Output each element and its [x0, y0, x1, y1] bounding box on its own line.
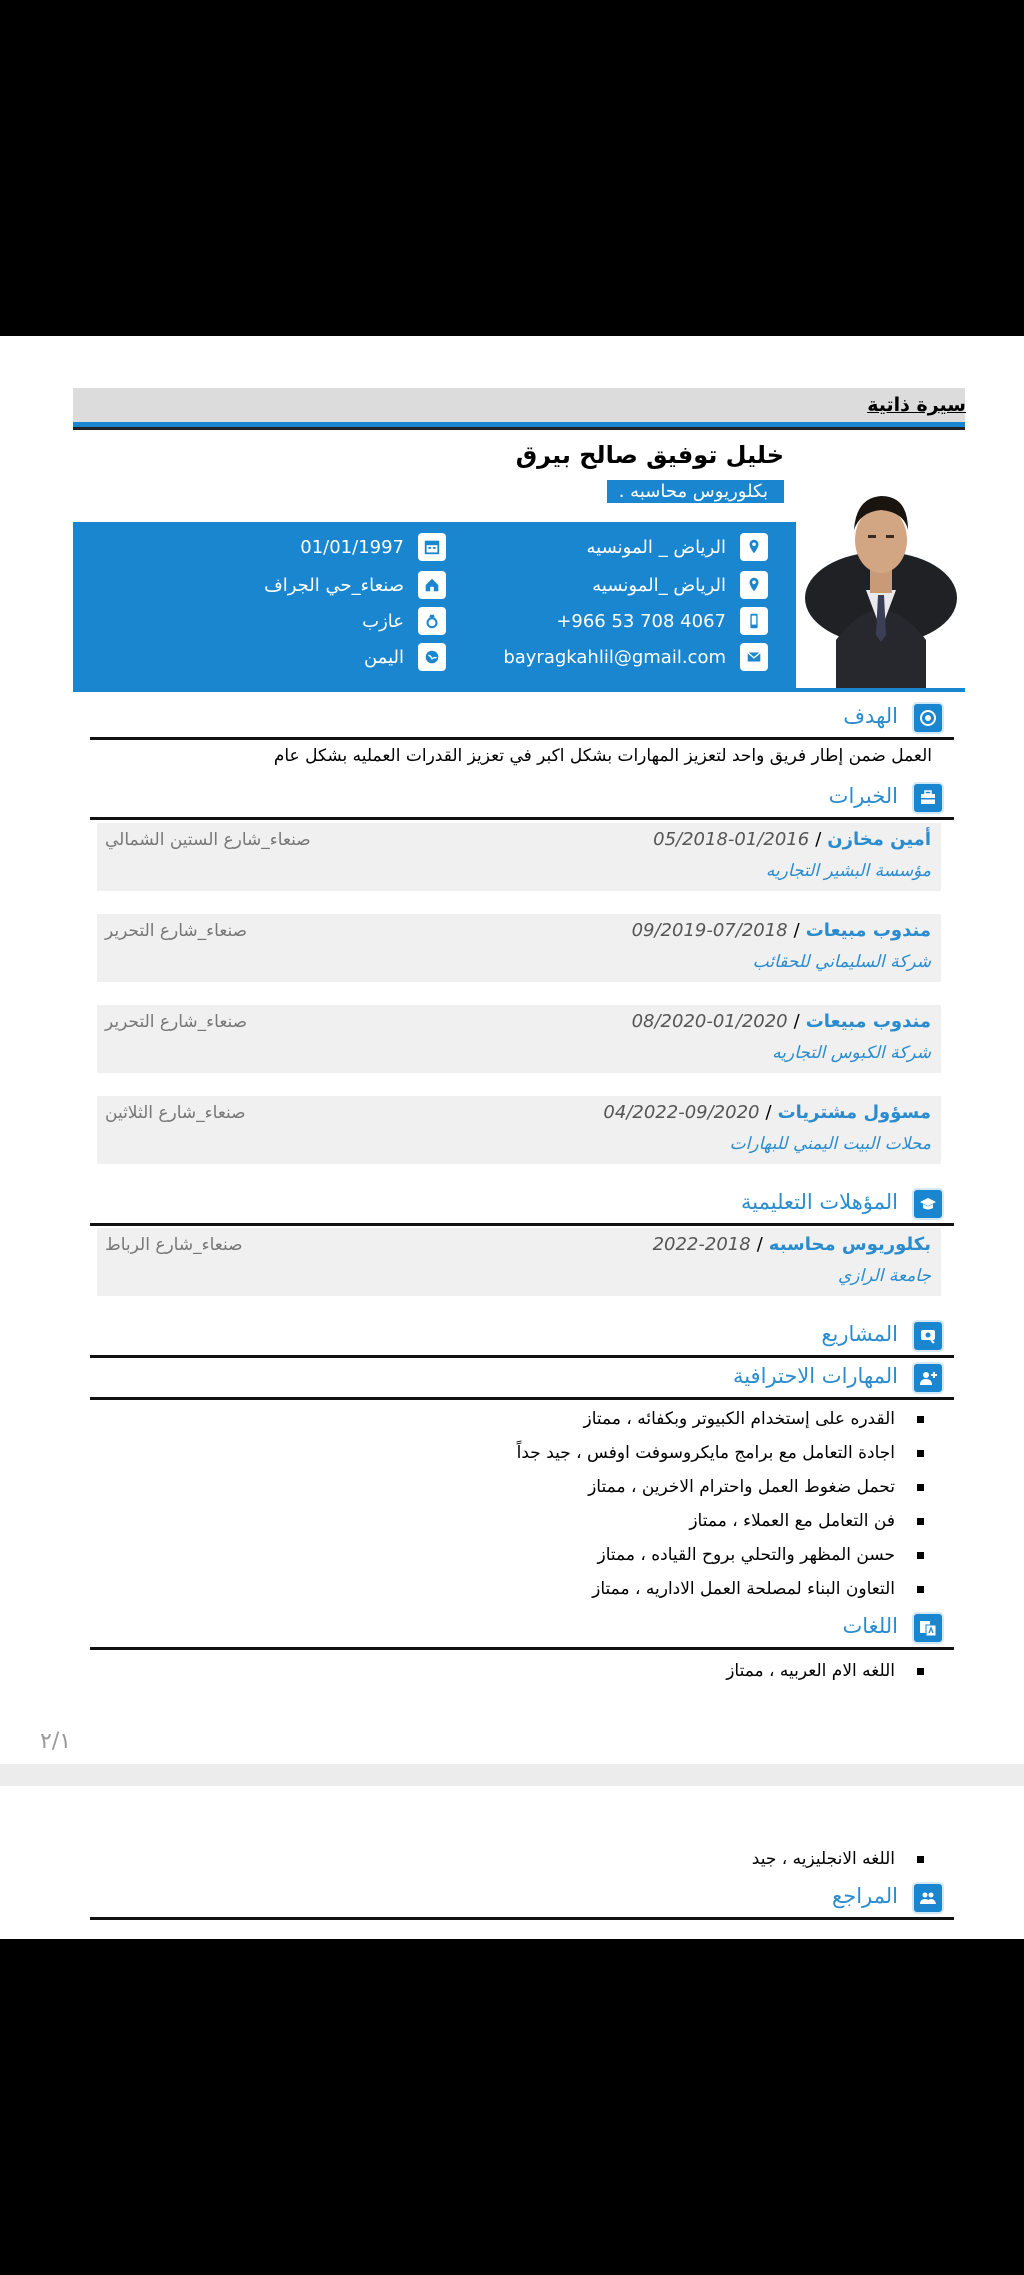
skill-item: القدره على إستخدام الكبيوتر وبكفائه ، ممتاز: [517, 1402, 924, 1436]
experience-entry-1: أمين مخازن / 05/2018-01/2016 صنعاء_شارع الستين الشمالي مؤسسة البشير التجاريه: [97, 823, 941, 891]
skill-item: التعاون البناء لمصلحة العمل الاداريه ، ممتاز: [517, 1572, 924, 1606]
degree-tag: بكلوريوس محاسبه .: [607, 480, 784, 503]
contact-home: [264, 570, 446, 600]
ring-icon: [418, 607, 446, 635]
envelope-icon: [740, 643, 768, 671]
location-pin-icon: [740, 571, 768, 599]
objective-text: العمل ضمن إطار فريق واحد لتعزيز المهارات بشكل اكبر في تعزيز القدرات العمليه بشكل عام: [273, 746, 932, 766]
contact-phone-text: +966 53 708 4067: [556, 610, 726, 632]
languages-list-page2: [752, 1842, 924, 1876]
skill-item: اجادة التعامل مع برامج مايكروسوفت اوفس ، جيد جداً: [517, 1436, 924, 1470]
section-rule: [90, 737, 954, 740]
title-bar: [73, 388, 965, 422]
section-rule: [90, 817, 954, 820]
skills-list: [517, 1402, 924, 1606]
section-education-title: المؤهلات التعليمية: [741, 1190, 898, 1214]
experience-location: صنعاء_شارع التحرير: [105, 1012, 248, 1032]
contact-marital: [362, 606, 446, 636]
experience-entry-2: مندوب مبيعات / 09/2019-07/2018 صنعاء_شارع التحرير شركة السليماني للحقائب: [97, 914, 941, 982]
section-references-title: المراجع: [832, 1884, 898, 1908]
experience-title: أمين مخازن: [827, 829, 931, 850]
contact-address-2-text: الرياض _المونسيه: [592, 574, 726, 596]
contact-home-text: صنعاء_حي الجراف: [264, 574, 404, 596]
home-icon: [418, 571, 446, 599]
skill-item: تحمل ضغوط العمل واحترام الاخرين ، ممتاز: [517, 1470, 924, 1504]
graduation-cap-icon: [912, 1188, 944, 1220]
page-number: ٢/١: [40, 1729, 72, 1754]
experience-entry-3: مندوب مبيعات / 08/2020-01/2020 صنعاء_شارع التحرير شركة الكبوس التجاريه: [97, 1005, 941, 1073]
contact-marital-text: عازب: [362, 610, 404, 632]
cv-page-2: [0, 1786, 1024, 1939]
section-objective-title: الهدف: [843, 704, 898, 728]
experience-entry-4: مسؤول مشتريات / 04/2022-09/2020 صنعاء_شارع الثلاثين محلات البيت اليمني للبهارات: [97, 1096, 941, 1164]
education-org: جامعة الرازي: [837, 1266, 931, 1286]
experience-date: 05/2018-01/2016: [653, 829, 810, 850]
location-pin-icon: [740, 533, 768, 561]
section-projects-title: المشاريع: [821, 1322, 898, 1346]
section-experience: [90, 776, 954, 820]
section-rule: [90, 1647, 954, 1650]
section-rule: [90, 1397, 954, 1400]
education-entry-1: بكلوريوس محاسبه / 2022-2018 صنعاء_شارع الرباط جامعة الرازي: [97, 1228, 941, 1296]
people-group-icon: [912, 1882, 944, 1914]
contact-country: [364, 642, 446, 672]
calendar-icon: [418, 533, 446, 561]
contact-country-text: اليمن: [363, 646, 404, 668]
mobile-phone-icon: [740, 607, 768, 635]
profile-photo: [796, 430, 965, 688]
experience-date: 09/2019-07/2018: [631, 920, 788, 941]
section-rule: [90, 1917, 954, 1920]
people-add-icon: [912, 1362, 944, 1394]
education-title: بكلوريوس محاسبه: [768, 1234, 931, 1255]
experience-location: صنعاء_شارع التحرير: [105, 921, 248, 941]
contact-address-1: [587, 532, 768, 562]
contact-birthdate-text: 01/01/1997: [300, 536, 404, 558]
experience-org: مؤسسة البشير التجاريه: [765, 861, 931, 881]
section-education: [90, 1182, 954, 1226]
education-location: صنعاء_شارع الرباط: [105, 1235, 243, 1255]
contact-phone: [556, 606, 768, 636]
photo-frame: [796, 430, 965, 688]
contact-address-1-text: الرياض _ المونسيه: [586, 536, 726, 558]
section-experience-title: الخبرات: [828, 784, 898, 808]
experience-location: صنعاء_شارع الثلاثين: [105, 1103, 246, 1123]
full-name: خليل توفيق صالح بيرق: [515, 441, 784, 469]
contact-bottom-rule: [73, 688, 965, 692]
contact-email: [503, 642, 768, 672]
experience-org: محلات البيت اليمني للبهارات: [729, 1134, 931, 1154]
section-languages: [90, 1606, 954, 1650]
doc-title: سيرة ذاتية: [867, 394, 966, 416]
experience-org: شركة السليماني للحقائب: [752, 952, 931, 972]
experience-title: مندوب مبيعات: [805, 920, 931, 941]
skill-item: فن التعامل مع العملاء ، ممتاز: [517, 1504, 924, 1538]
section-languages-title: اللغات: [842, 1614, 898, 1638]
language-item: اللغه الام العربيه ، ممتاز: [726, 1654, 924, 1688]
section-skills-title: المهارات الاحترافية: [732, 1364, 898, 1388]
section-references: [90, 1876, 954, 1920]
section-projects: [90, 1314, 954, 1358]
experience-date: 08/2020-01/2020: [631, 1011, 788, 1032]
briefcase-icon: [912, 782, 944, 814]
languages-list-page1: [726, 1654, 924, 1688]
experience-title: مندوب مبيعات: [805, 1011, 931, 1032]
projects-icon: [912, 1320, 944, 1352]
translate-icon: [912, 1612, 944, 1644]
experience-title: مسؤول مشتريات: [777, 1102, 931, 1123]
skill-item: حسن المظهر والتحلي بروح القياده ، ممتاز: [517, 1538, 924, 1572]
section-rule: [90, 1223, 954, 1226]
education-date: 2022-2018: [652, 1234, 751, 1255]
experience-date: 04/2022-09/2020: [603, 1102, 760, 1123]
section-objective: [90, 696, 954, 740]
target-icon: [912, 702, 944, 734]
contact-birthdate: [300, 532, 446, 562]
section-skills: [90, 1356, 954, 1400]
language-item: اللغه الانجليزيه ، جيد: [752, 1842, 924, 1876]
experience-location: صنعاء_شارع الستين الشمالي: [105, 830, 311, 850]
contact-address-2: [592, 570, 768, 600]
experience-org: شركة الكبوس التجاريه: [772, 1043, 931, 1063]
globe-icon: [418, 643, 446, 671]
contact-email-text: bayragkahlil@gmail.com: [503, 646, 726, 668]
page-separator: [0, 1764, 1024, 1786]
cv-page-1: [0, 336, 1024, 1764]
